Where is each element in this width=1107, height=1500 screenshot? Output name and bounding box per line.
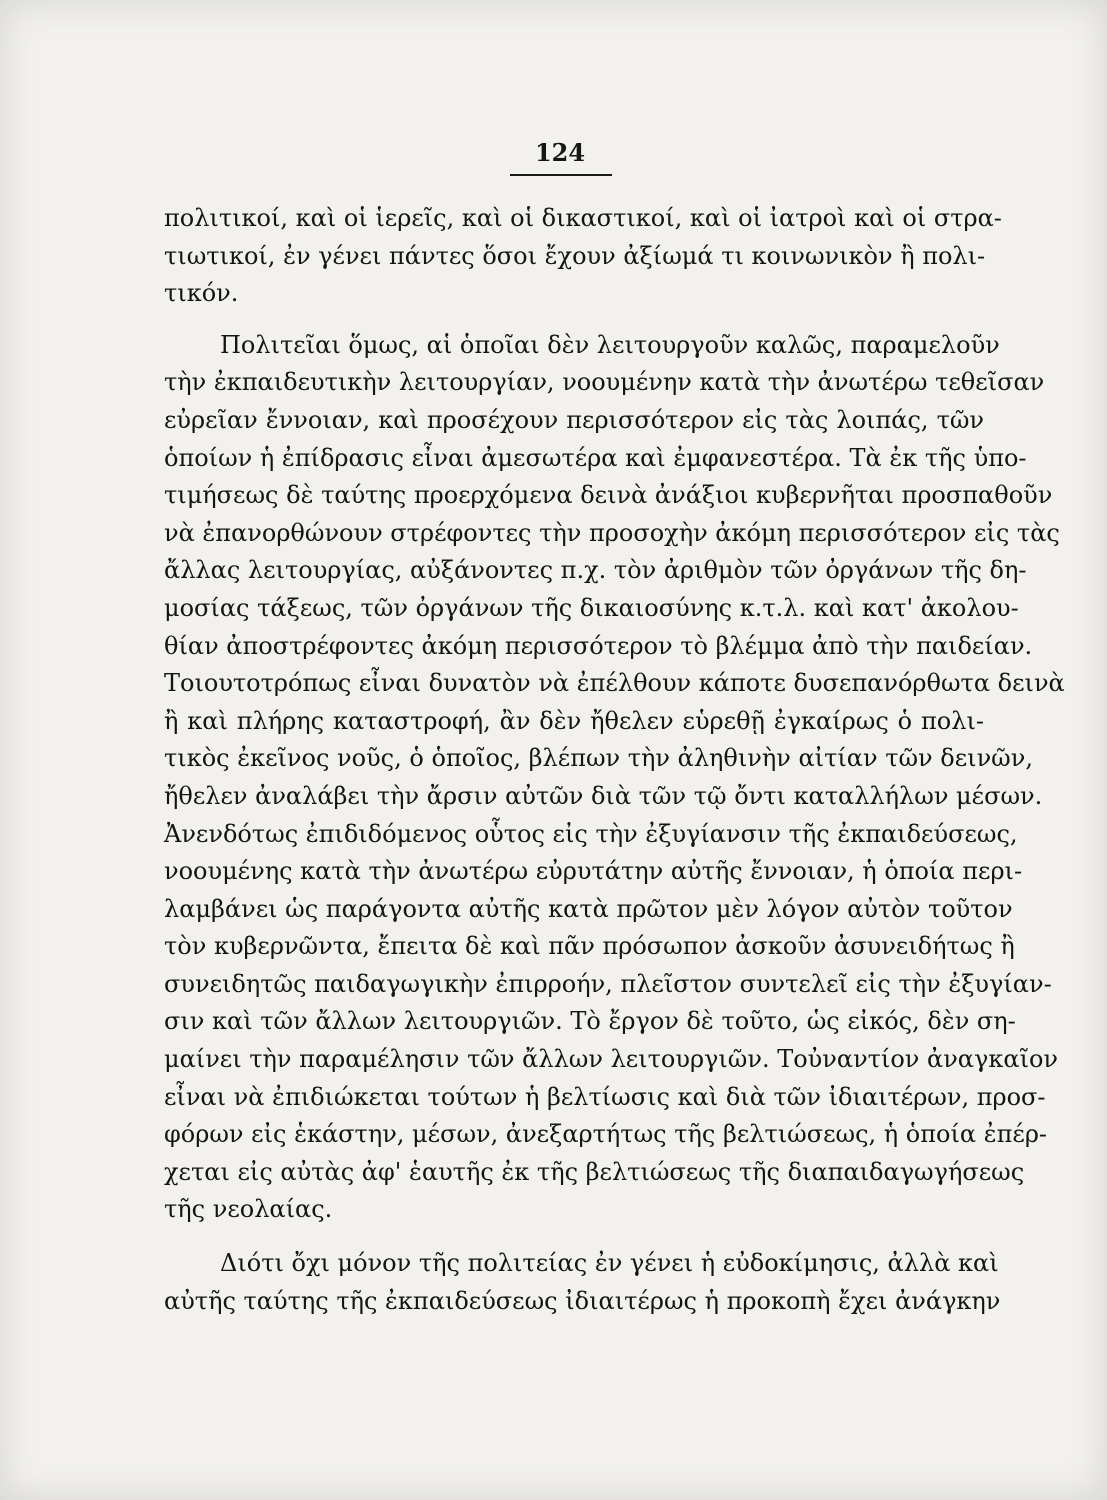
text-line: μαίνει τὴν παραμέλησιν τῶν ἄλλων λειτουργιῶν. Τοὐναντίον ἀναγκαῖον <box>164 1045 1059 1074</box>
page-number-rule <box>510 174 612 176</box>
text-line: φόρων εἰς ἑκάστην, μέσων, ἀνεξαρτήτως τῆς βελτιώσεως, ἡ ὁποία ἐπέρ- <box>164 1120 1048 1149</box>
paragraph-1 <box>164 200 1002 313</box>
text-line: Πολιτεῖαι ὅμως, αἱ ὁποῖαι δὲν λειτουργοῦν καλῶς, παραμελοῦν <box>220 330 1000 359</box>
text-line: τικόν. <box>164 279 239 308</box>
text-line: ἤθελεν ἀναλάβει τὴν ἄρσιν αὐτῶν διὰ τῶν τῷ ὄντι καταλλήλων μέσων. <box>164 781 1043 810</box>
paragraph-3 <box>164 1245 1001 1320</box>
text-line: Διότι ὄχι μόνον τῆς πολιτείας ἐν γένει ἡ εὐδοκίμησις, ἀλλὰ καὶ <box>220 1249 999 1278</box>
text-line: χεται εἰς αὐτὰς ἀφ' ἑαυτῆς ἐκ τῆς βελτιώσεως τῆς διαπαιδαγωγήσεως <box>164 1157 1025 1186</box>
text-line: πολιτικοί, καὶ οἱ ἱερεῖς, καὶ οἱ δικαστικοί, καὶ οἱ ἰατροὶ καὶ οἱ στρα- <box>164 204 1002 232</box>
paragraph-gap <box>164 313 984 327</box>
text-line: Ἀνενδότως ἐπιδιδόμενος οὗτος εἰς τὴν ἐξυγίανσιν τῆς ἐκπαιδεύσεως, <box>164 819 1018 848</box>
paragraph-2 <box>164 327 1065 1229</box>
text-line: τῆς νεολαίας. <box>164 1195 333 1224</box>
text-line: θίαν ἀποστρέφοντες ἀκόμη περισσότερον τὸ βλέμμα ἀπὸ τὴν παιδείαν. <box>164 631 1033 660</box>
body-text <box>164 200 1065 1320</box>
text-line: λαμβάνει ὡς παράγοντα αὐτῆς κατὰ πρῶτον μὲν λόγον αὐτὸν τοῦτον <box>164 894 1013 923</box>
text-line: ἢ καὶ πλήρης καταστροφή, ἂν δὲν ἤθελεν εὑρεθῇ ἐγκαίρως ὁ πολι- <box>164 706 984 735</box>
text-line: τικὸς ἐκεῖνος νοῦς, ὁ ὁποῖος, βλέπων τὴν ἀληθινὴν αἰτίαν τῶν δεινῶν, <box>164 744 1033 773</box>
text-line: αὐτῆς ταύτης τῆς ἐκπαιδεύσεως ἰδιαιτέρως ἡ προκοπὴ ἔχει ἀνάγκην <box>164 1286 1001 1315</box>
text-line: σιν καὶ τῶν ἄλλων λειτουργιῶν. Τὸ ἔργον δὲ τοῦτο, ὡς εἰκός, δὲν ση- <box>164 1007 1016 1036</box>
text-line: ἄλλας λειτουργίας, αὐξάνοντες π.χ. τὸν ἀριθμὸν τῶν ὀργάνων τῆς δη- <box>164 556 1027 585</box>
text-line: τιωτικοί, ἐν γένει πάντες ὅσοι ἔχουν ἀξίωμά τι κοινωνικὸν ἢ πολι- <box>164 241 986 270</box>
text-line: νὰ ἐπανορθώνουν στρέφοντες τὴν προσοχὴν ἀκόμη περισσότερον εἰς τὰς <box>164 518 1060 547</box>
text-line: ὁποίων ἡ ἐπίδρασις εἶναι ἀμεσωτέρα καὶ ἐμφανεστέρα. Τὰ ἐκ τῆς ὑπο- <box>164 443 1027 472</box>
page-number: 124 <box>534 138 586 167</box>
text-line: μοσίας τάξεως, τῶν ὀργάνων τῆς δικαιοσύνης κ.τ.λ. καὶ κατ' ἀκολου- <box>164 593 1019 622</box>
text-line: συνειδητῶς παιδαγωγικὴν ἐπιρροήν, πλεῖστον συντελεῖ εἰς τὴν ἐξυγίαν- <box>164 969 1052 998</box>
text-line: εἶναι νὰ ἐπιδιώκεται τούτων ἡ βελτίωσις καὶ διὰ τῶν ἰδιαιτέρων, προσ- <box>164 1082 1046 1111</box>
text-line: νοουμένης κατὰ τὴν ἀνωτέρω εὐρυτάτην αὐτῆς ἔννοιαν, ἡ ὁποία περι- <box>164 857 1023 886</box>
text-line: τὸν κυβερνῶντα, ἔπειτα δὲ καὶ πᾶν πρόσωπον ἀσκοῦν ἀσυνειδήτως ἢ <box>164 932 1015 961</box>
text-line: τιμήσεως δὲ ταύτης προερχόμενα δεινὰ ἀνάξιοι κυβερνῆται προσπαθοῦν <box>164 481 1053 510</box>
paragraph-gap <box>164 1229 984 1245</box>
text-line: εὐρεῖαν ἔννοιαν, καὶ προσέχουν περισσότερον εἰς τὰς λοιπάς, τῶν <box>164 405 984 434</box>
text-line: Τοιουτοτρόπως εἶναι δυνατὸν νὰ ἐπέλθουν κάποτε δυσεπανόρθωτα δεινὰ <box>164 669 1065 698</box>
text-line: τὴν ἐκπαιδευτικὴν λειτουργίαν, νοουμένην κατὰ τὴν ἀνωτέρω τεθεῖσαν <box>164 368 1045 397</box>
